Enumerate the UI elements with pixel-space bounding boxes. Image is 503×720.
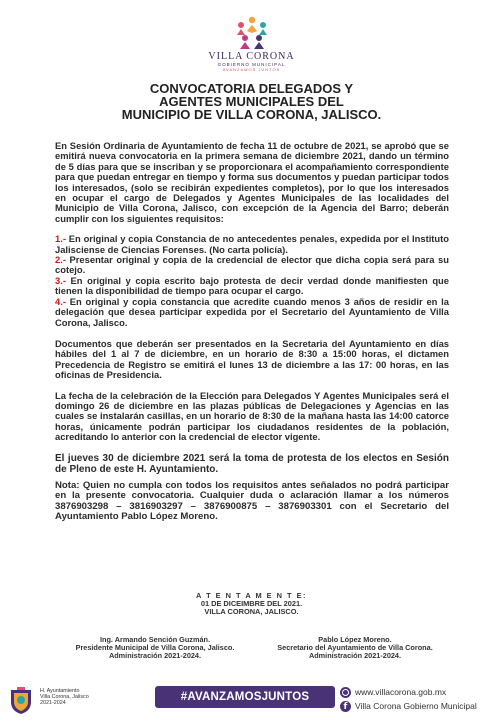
website-text: www.villacorona.gob.mx (355, 687, 447, 697)
footer-entity-line-1: H. Ayuntamiento (40, 688, 80, 694)
requirement-number: 2.- (55, 254, 66, 266)
oath-paragraph: El jueves 30 de diciembre 2021 será la toma de protesta de los electos en Sesión de Pleno de este H. Ayuntamiento. (55, 452, 449, 475)
signature-role: Presidente Municipal de Villa Corona, Jalisco. (75, 643, 235, 653)
title-line-1: CONVOCATORIA DELEGADOS Y (149, 81, 354, 96)
page-title (0, 82, 503, 121)
requirement-4 (55, 297, 449, 328)
signature-president (60, 636, 250, 661)
requirement-2 (55, 255, 449, 276)
closing-date: 01 DE DICEIMBRE DEL 2021. (200, 599, 303, 609)
signature-name: Ing. Armando Sención Guzmán. (99, 635, 210, 644)
footer-entity-line-2: Villa Corona, Jalisco (40, 694, 89, 701)
title-line-3: MUNICIPIO DE VILLA CORONA, JALISCO. (121, 107, 382, 122)
requirement-number: 3.- (55, 274, 66, 286)
requirement-number: 4.- (55, 295, 66, 307)
requirement-1 (55, 234, 449, 255)
title-line-2: AGENTES MUNICIPALES DEL (159, 94, 344, 109)
signature-period: Administración 2021-2024. (308, 651, 402, 661)
intro-paragraph: En Sesión Ordinaria de Ayuntamiento de fecha 11 de octubre de 2021, se aprobó que se emitirá nueva convocatoria en la primera semana de diciembre 2021, dando un término de 5 días para que se inscriban y se proporcionara el acompañamiento correspondiente para que puedan entregar en tiempo y forma sus documentos y puedan participar todos los interesados, (solo se recibirán expedientes completos), por lo que los interesados en ocupar el cargo de Delegados y Agentes Municipales de las localidades del Municipio de Villa Corona, Jalisco, con excepción de la Agencia del Barro; deberán cumplir con los siguientes requisitos: (55, 140, 449, 224)
logo-slogan: AVANZAMOS JUNTOS (222, 67, 281, 72)
closing-place: VILLA CORONA, JALISCO. (204, 607, 299, 617)
closing-label: A T E N T A M E N T E: (195, 591, 307, 600)
requirement-text: En original y copia constancia que acredite cuando menos 3 años de residir en la delegación que desea participar expedida por el Secretario del Ayuntamiento de Villa Corona, Jalisco. (55, 295, 449, 328)
facebook-icon (340, 701, 351, 712)
signature-period: Administración 2021-2024. (108, 651, 202, 661)
footer-contact (340, 685, 477, 713)
facebook-link[interactable] (340, 699, 477, 713)
website-link[interactable] (340, 685, 477, 699)
coat-of-arms-icon (6, 686, 36, 716)
facebook-text: Villa Corona Gobierno Municipal (355, 701, 477, 711)
globe-icon (340, 687, 351, 698)
footer-entity (40, 688, 89, 707)
requirement-3 (55, 276, 449, 297)
municipal-logo (0, 16, 503, 72)
signature-secretary (250, 636, 460, 661)
logo-name: VILLA CORONA (208, 51, 295, 62)
logo-subtitle: GOBIERNO MUNICIPAL (217, 62, 286, 67)
document-body (55, 141, 449, 523)
people-logo-icon (233, 16, 271, 50)
signature-name: Pablo López Moreno. (318, 635, 392, 644)
requirement-text: En original y copia Constancia de no antecedentes penales, expedida por el Instituto Jalisciense de Ciencias Forenses. (No carta policía). (55, 233, 449, 255)
election-paragraph: La fecha de la celebración de la Elección para Delegados Y Agentes Municipales será el domingo 26 de diciembre en las plazas públicas de Delegaciones y Agencias en las cuales se instalarán casillas, en un horario de 8:30 de la mañana hasta las 14:00 catorce horas, únicamente podrán participar los ciudadanos residentes de la población, acreditando lo anterior con la credencial de elector vigente. (55, 389, 449, 443)
footer-entity-line-3: 2021-2024 (40, 700, 66, 707)
footer-slogan-banner: #AVANZAMOSJUNTOS (155, 686, 335, 708)
signature-role: Secretario del Ayuntamiento de Villa Corona. (277, 643, 433, 653)
requirement-text: En original y copia escrito bajo protesta de decir verdad donde manifiesten que tienen la disponibilidad de tiempo para ocupar el cargo. (55, 274, 449, 297)
requirement-number: 1.- (55, 233, 66, 245)
documents-paragraph: Documentos que deberán ser presentados en la Secretaria del Ayuntamiento en días hábiles del 1 al 7 de diciembre, en un horario de 8:30 a 15:00 horas, el dictamen Precedencia de Registro se emitirá el lunes 13 de diciembre a las 17: 00 horas, en las oficinas de Presidencia. (55, 337, 449, 381)
requirement-text: Presentar original y copia de la credencial de elector que dicha copia será para su cotejo. (55, 254, 449, 276)
closing-block (0, 592, 503, 617)
note-paragraph: Nota: Quien no cumpla con todos los requisitos antes señalados no podrá participar en la presente convocatoria. Cualquier duda o aclaración llamar a los números 3876903298 – 3816903297 – 3876900875 – 3876903301 con el Secretario del Ayuntamiento Pablo López Moreno. (55, 479, 449, 523)
